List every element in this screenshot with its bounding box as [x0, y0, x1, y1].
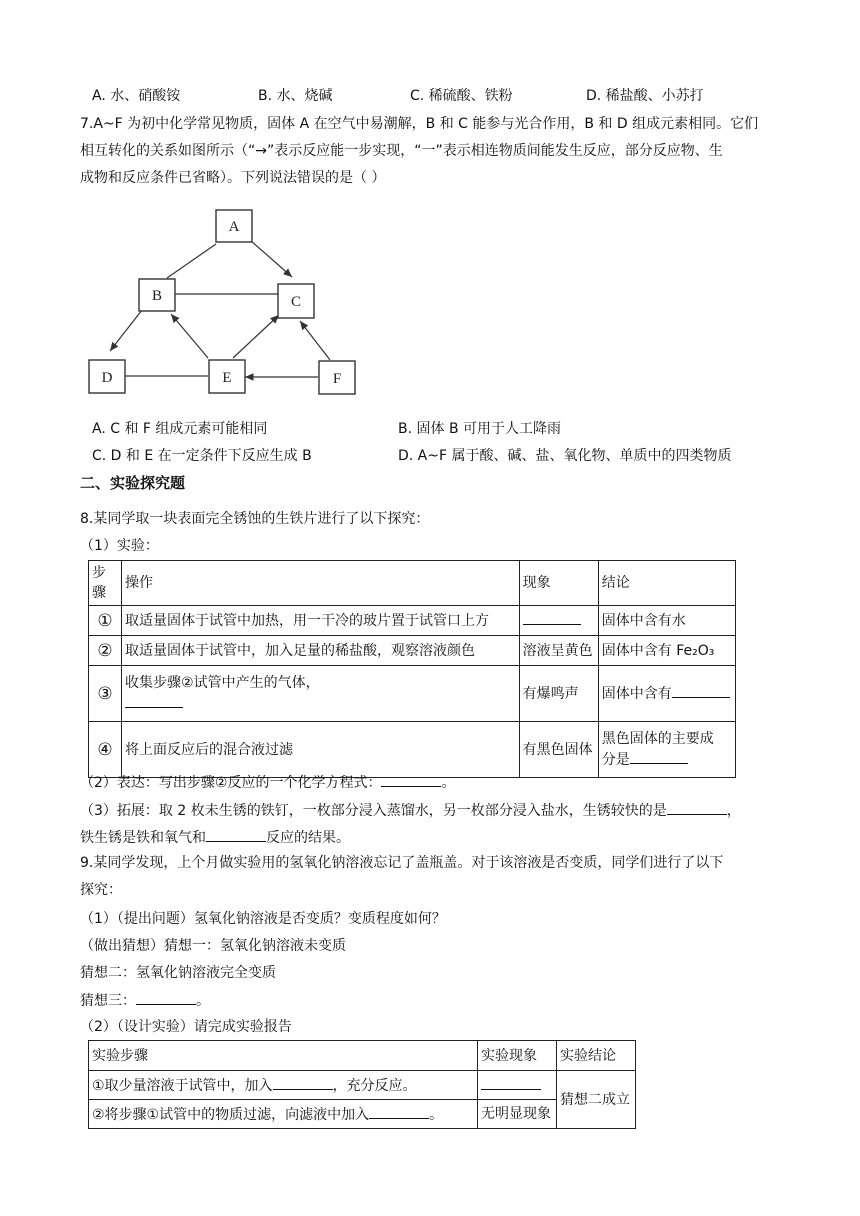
row-conclusion-cell — [598, 722, 735, 778]
answer-blank[interactable] — [667, 800, 727, 815]
row-step: ③ — [89, 666, 122, 722]
q8-part2-text: （2）表达：写出步骤②反应的一个化学方程式： — [80, 775, 382, 791]
q8-part3a-text: （3）拓展：取 2 枚未生锈的铁钉，一枚部分浸入蒸馏水，另一枚部分浸入盐水，生锈较快的是 — [80, 803, 667, 819]
row-conclusion: 固体中含有水 — [598, 606, 735, 636]
q7-relation-diagram — [80, 200, 380, 400]
q9-p2: （做出猜想）猜想一：氢氧化钠溶液未变质 — [80, 938, 346, 954]
edge-a-b — [167, 244, 216, 278]
row-conclusion: 固体中含有 Fe₂O₃ — [598, 636, 735, 666]
answer-blank[interactable] — [206, 827, 266, 842]
edge-e-to-c — [233, 315, 279, 358]
q8-part1-label: （1）实验： — [80, 538, 159, 554]
answer-blank[interactable] — [672, 683, 730, 698]
row-phenomenon: 有黑色固体 — [519, 722, 598, 778]
q8-intro: 8.某同学取一块表面完全锈蚀的生铁片进行了以下探究： — [80, 511, 430, 527]
q7-stem-line1: 7.A~F 为初中化学常见物质，固体 A 在空气中易潮解，B 和 C 能参与光合作用，B 和 D 组成元素相同。它们 — [80, 116, 759, 132]
header-conclusion: 结论 — [598, 561, 735, 606]
q7-option-b: B. 固体 B 可用于人工降雨 — [398, 421, 562, 437]
answer-blank[interactable] — [369, 1104, 429, 1119]
q6-option-d: D. 稀盐酸、小苏打 — [586, 88, 704, 104]
answer-blank[interactable] — [630, 749, 688, 764]
answer-blank[interactable] — [481, 1075, 541, 1090]
q9-p4 — [80, 990, 210, 1011]
answer-blank[interactable] — [381, 772, 441, 787]
node-b-label: B — [151, 288, 163, 304]
header-operation: 操作 — [122, 561, 520, 606]
q9-p1: （1）（提出问题）氢氧化钠溶液是否变质？变质程度如何？ — [80, 911, 446, 927]
row-step: ② — [89, 636, 122, 666]
table-row — [89, 722, 736, 778]
header-steps: 实验步骤 — [89, 1041, 478, 1071]
row-conclusion: 猜想二成立 — [557, 1071, 636, 1129]
table-row — [89, 636, 736, 666]
table-row — [89, 1071, 636, 1100]
q6-option-a: A. 水、硝酸铵 — [92, 88, 181, 104]
header-step: 步骤 — [89, 561, 122, 606]
q8-part3b-text: 铁生锈是铁和氧气和 — [80, 830, 206, 846]
node-e-label: E — [222, 370, 232, 386]
row-conclusion-cell — [598, 666, 735, 722]
table-header-row — [89, 1041, 636, 1071]
q9-p3: 猜想二：氢氧化钠溶液完全变质 — [80, 965, 276, 981]
q7-option-d: D. A~F 属于酸、碱、盐、氧化物、单质中的四类物质 — [398, 448, 732, 464]
q7-stem-line3: 成物和反应条件已省略）。下列说法错误的是（ ） — [80, 170, 386, 186]
row-conclusion: 固体中含有 — [601, 686, 672, 702]
node-a-label: A — [228, 219, 240, 235]
node-d-label: D — [101, 370, 113, 386]
row-operation: 取适量固体于试管中加热，用一干冷的玻片置于试管口上方 — [122, 606, 520, 636]
row-step-cell — [89, 1071, 478, 1100]
q9-report-table — [88, 1040, 636, 1129]
table-header-row — [89, 561, 736, 606]
q9-p4-text: 猜想三： — [80, 993, 136, 1009]
q9-stem-line2: 探究： — [80, 882, 122, 898]
header-phenomenon: 实验现象 — [478, 1041, 557, 1071]
q8-part2-end: 。 — [441, 775, 456, 791]
section-title: 二、实验探究题 — [80, 474, 186, 492]
edge-f-to-c — [300, 321, 330, 360]
header-phenomenon: 现象 — [519, 561, 598, 606]
row-step: ④ — [89, 722, 122, 778]
q8-part3b-end: 反应的结果。 — [266, 830, 350, 846]
q7-option-a: A. C 和 F 组成元素可能相同 — [92, 421, 268, 437]
q8-part3a — [80, 800, 741, 821]
q9-p4-end: 。 — [196, 993, 210, 1009]
table-row — [89, 666, 736, 722]
row-conclusion-line2: 分是 — [601, 752, 630, 768]
q6-option-c: C. 稀硫酸、铁粉 — [410, 88, 513, 104]
row-step-text-b: ，充分反应。 — [332, 1077, 417, 1094]
row-phenomenon: 溶液呈黄色 — [519, 636, 598, 666]
row-conclusion-line1: 黑色固体的主要成 — [601, 731, 714, 747]
q8-experiment-table — [88, 560, 736, 778]
edge-e-to-b — [171, 314, 208, 358]
answer-blank[interactable] — [523, 610, 581, 625]
row-step-cell — [89, 1100, 478, 1129]
node-f-label: F — [332, 371, 342, 387]
table-row — [89, 606, 736, 636]
row-step-text-a: ①取少量溶液于试管中，加入 — [92, 1077, 273, 1094]
q9-stem-line1: 9.某同学发现，上个月做实验用的氢氧化钠溶液忘记了盖瓶盖。对于该溶液是否变质，同学们进行了以下 — [80, 855, 724, 871]
header-conclusion: 实验结论 — [557, 1041, 636, 1071]
q6-option-b: B. 水、烧碱 — [258, 88, 333, 104]
answer-blank[interactable] — [125, 693, 183, 708]
row-step-text-b: 。 — [429, 1106, 444, 1123]
row-phenomenon: 无明显现象 — [478, 1100, 557, 1129]
q9-p5: （2）（设计实验）请完成实验报告 — [80, 1019, 292, 1035]
row-operation: 将上面反应后的混合液过滤 — [122, 722, 520, 778]
answer-blank[interactable] — [136, 990, 196, 1005]
row-step-text-a: ②将步骤①试管中的物质过滤，向滤液中加入 — [92, 1106, 370, 1123]
row-operation: 取适量固体于试管中，加入足量的稀盐酸，观察溶液颜色 — [122, 636, 520, 666]
table-row — [89, 1100, 636, 1129]
edge-b-to-d — [110, 310, 142, 351]
q7-stem-line2: 相互转化的关系如图所示（“→”表示反应能一步实现，“一”表示相连物质间能发生反应，部分反应物、生 — [80, 143, 723, 159]
q8-part2 — [80, 772, 455, 793]
row-step: ① — [89, 606, 122, 636]
row-phenomenon-blank[interactable] — [519, 606, 598, 636]
q8-part3a-end: ， — [726, 803, 741, 819]
row-phenomenon-blank[interactable] — [478, 1071, 557, 1100]
q8-part3b — [80, 827, 350, 848]
row-operation-cell — [122, 666, 520, 722]
row-operation: 收集步骤②试管中产生的气体， — [125, 675, 320, 691]
q7-option-c: C. D 和 E 在一定条件下反应生成 B — [92, 448, 312, 464]
node-c-label: C — [290, 294, 302, 310]
edge-a-to-c — [250, 240, 292, 277]
answer-blank[interactable] — [273, 1075, 333, 1090]
row-phenomenon: 有爆鸣声 — [519, 666, 598, 722]
